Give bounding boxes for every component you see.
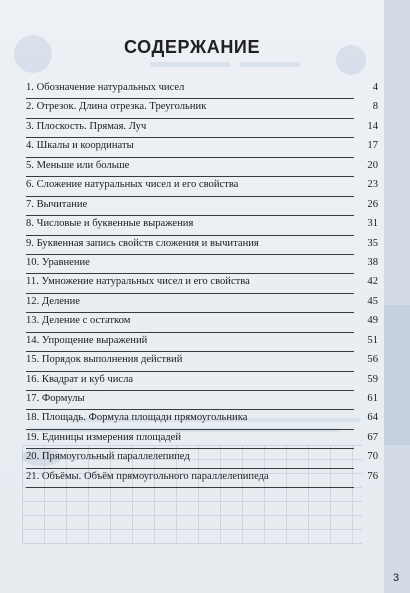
toc-row [26, 236, 378, 255]
page-title: СОДЕРЖАНИЕ [123, 37, 261, 57]
toc-entry-title: 15. Порядок выполнения действий [26, 354, 183, 366]
toc-entry-title: 19. Единицы измерения площадей [26, 431, 182, 443]
toc-entry-title: 6. Сложение натуральных чисел и его свойства [26, 179, 239, 191]
toc-row [26, 333, 378, 352]
toc-entry-page: 20 [367, 159, 378, 171]
toc-entry-title: 13. Деление с остатком [26, 315, 131, 327]
toc-row [26, 158, 378, 177]
toc-entry-page: 45 [367, 295, 378, 307]
toc-row [26, 294, 378, 313]
toc-row [26, 313, 378, 332]
toc-entry-page: 23 [367, 179, 378, 191]
page-edge-tab [384, 305, 410, 445]
toc-entry-page: 35 [367, 237, 378, 249]
toc-entry-page: 49 [367, 315, 378, 327]
toc-entry-page: 56 [367, 354, 378, 366]
toc-row [26, 216, 378, 235]
page-edge-strip [384, 0, 410, 593]
toc-row [26, 255, 378, 274]
toc-row [26, 99, 378, 118]
toc-entry-title: 8. Числовые и буквенные выражения [26, 218, 194, 230]
toc-row [26, 80, 378, 99]
toc-entry-title: 9. Буквенная запись свойств сложения и вычитания [26, 237, 259, 249]
toc-entry-page: 14 [367, 120, 378, 132]
toc-entry-title: 14. Упрощение выражений [26, 334, 148, 346]
toc-entry-page: 51 [367, 334, 378, 346]
toc-entry-page: 8 [372, 101, 378, 113]
toc-entry-title: 16. Квадрат и куб числа [26, 373, 134, 385]
toc-entry-page: 31 [367, 218, 378, 230]
toc-entry-page: 26 [367, 198, 378, 210]
ghost-bar [240, 62, 300, 67]
toc-entry-title: 2. Отрезок. Длина отрезка. Треугольник [26, 101, 207, 113]
page-number: 3 [392, 572, 400, 584]
toc-entry-page: 64 [367, 412, 378, 424]
toc-row [26, 352, 378, 371]
toc-entry-title: 18. Площадь. Формула площади прямоугольника [26, 412, 248, 424]
toc-entry-title: 5. Меньше или больше [26, 159, 130, 171]
toc-row [26, 197, 378, 216]
toc-entry-title: 4. Шкалы и координаты [26, 140, 134, 152]
toc-entry-title: 7. Вычитание [26, 198, 88, 210]
toc-entry-title: 21. Объёмы. Объём прямоугольного параллелепипеда [26, 470, 269, 482]
toc-entry-page: 4 [372, 82, 378, 93]
toc-entry-page: 61 [367, 393, 378, 404]
toc-entry-page: 70 [367, 451, 378, 463]
toc-entry-title: 12. Деление [26, 295, 80, 307]
toc-entry-title: 20. Прямоугольный параллелепипед [26, 451, 190, 463]
toc-row [26, 274, 378, 293]
toc-row [26, 138, 378, 157]
table-of-contents [26, 80, 378, 488]
toc-entry-page: 42 [367, 276, 378, 288]
toc-row [26, 469, 378, 488]
toc-row [26, 372, 378, 391]
toc-entry-title: 17. Формулы [26, 393, 85, 404]
toc-entry-title: 10. Уравнение [26, 256, 90, 268]
toc-entry-page: 17 [367, 140, 378, 152]
toc-row [26, 449, 378, 468]
ghost-bar [150, 62, 230, 67]
toc-entry-page: 76 [367, 470, 378, 482]
toc-row [26, 177, 378, 196]
toc-entry-page: 38 [367, 256, 378, 268]
toc-row [26, 119, 378, 138]
toc-entry-title: 1. Обозначение натуральных чисел [26, 82, 185, 93]
toc-row [26, 430, 378, 449]
toc-row [26, 391, 378, 410]
toc-underline [26, 487, 354, 488]
toc-entry-page: 67 [367, 431, 378, 443]
toc-row [26, 410, 378, 429]
toc-entry-page: 59 [367, 373, 378, 385]
toc-entry-title: 3. Плоскость. Прямая. Луч [26, 120, 147, 132]
toc-entry-title: 11. Умножение натуральных чисел и его свойства [26, 276, 250, 288]
